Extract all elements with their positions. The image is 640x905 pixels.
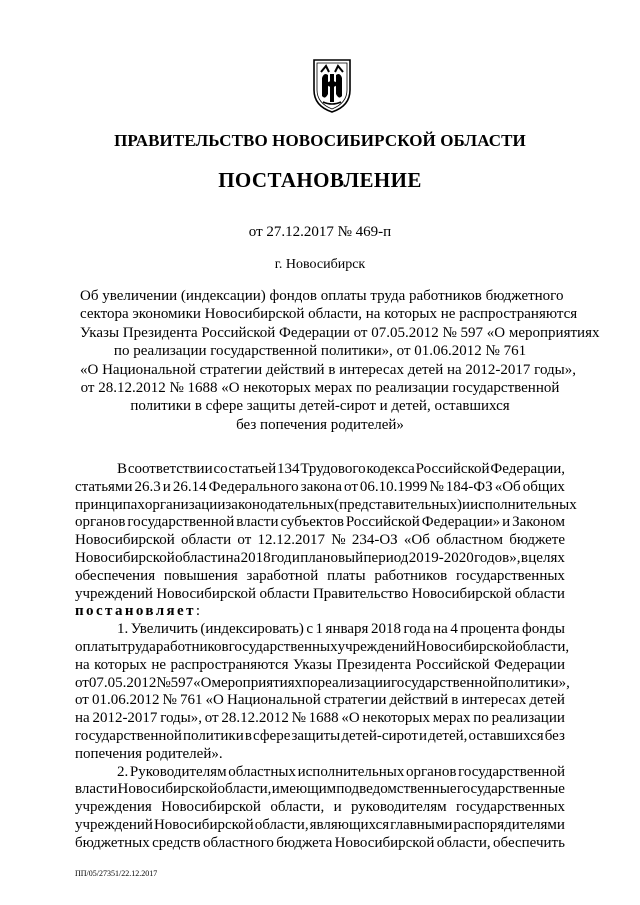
- body-line: обеспечения повышения заработной платы работников государственных: [75, 567, 565, 584]
- subject-line: политики в сфере защиты детей-сирот и детей, оставшихся: [130, 398, 510, 415]
- body-line: 2. Руководителям областных исполнительных органов государственной: [117, 763, 565, 780]
- subject-line: Об увеличении (индексации) фондов оплаты труда работников бюджетного: [80, 288, 564, 304]
- organization-name: ПРАВИТЕЛЬСТВО НОВОСИБИРСКОЙ ОБЛАСТИ: [114, 131, 526, 150]
- subject-line: от 28.12.2012 № 1688 «О некоторых мерах по реализации государственной: [80, 380, 560, 397]
- document-body: [75, 461, 577, 853]
- body-line: учреждения Новосибирской области, и руководителям государственных: [75, 799, 565, 816]
- body-line: на 2012-2017 годы», от 28.12.2012 № 1688 «О некоторых мерах по реализации: [75, 710, 565, 727]
- body-line: статьями 26.3 и 26.14 Федерального закона от 06.10.1999 № 184-ФЗ «Об общих: [75, 478, 565, 495]
- subject-line: по реализации государственной политики», от 01.06.2012 № 761: [113, 343, 527, 360]
- body-line: органов государственной власти субъектов Российской Федерации» и Законом: [75, 514, 565, 531]
- document-city: г. Новосибирск: [274, 257, 366, 272]
- body-line: на которых не распространяются Указы Президента Российской Федерации: [75, 656, 565, 673]
- body-line: учреждений Новосибирской области, являющихся главными распорядителями: [75, 816, 565, 833]
- body-line: бюджетных средств областного бюджета Новосибирской области, обеспечить: [75, 834, 565, 851]
- document-type-title: ПОСТАНОВЛЕНИЕ: [218, 168, 422, 192]
- subject-line: «О Национальной стратегии действий в интересах детей на 2012-2017 годы»,: [80, 361, 576, 378]
- body-line: от 01.06.2012 № 761 «О Национальной стратегии действий в интересах детей: [75, 692, 565, 709]
- body-line: принципах организации законодательных (представительных) и исполнительных: [75, 496, 577, 513]
- subject-line: без попечения родителей»: [236, 416, 404, 433]
- body-line: В соответствии со статьей 134 Трудового кодекса Российской Федерации,: [117, 461, 565, 477]
- body-line: власти Новосибирской области, имеющим подведомственные государственные: [75, 781, 565, 798]
- body-line: Новосибирской области от 12.12.2017 № 234-ОЗ «Об областном бюджете: [75, 532, 565, 549]
- body-line: учреждений Новосибирской области Правительство Новосибирской области: [75, 585, 565, 602]
- body-line: оплаты труда работников государственных учреждений Новосибирской области,: [75, 638, 570, 655]
- resolves-colon: :: [195, 603, 201, 620]
- subject-line: сектора экономики Новосибирской области, на которых не распространяются: [80, 306, 578, 323]
- subject-line: Указы Президента Российской Федерации от 07.05.2012 № 597 «О мероприятиях: [80, 324, 600, 341]
- body-line: от 07.05.2012 № 597 «О мероприятиях по реализации государственной политики»,: [75, 674, 570, 691]
- document-subject: [80, 287, 600, 434]
- document-date-number: от 27.12.2017 № 469-п: [248, 224, 392, 240]
- document-footer-code: ПП/05/27351/22.12.2017: [75, 869, 158, 878]
- body-line: 1. Увеличить (индексировать) с 1 января 2018 года на 4 процента фонды: [117, 621, 565, 638]
- body-line: Новосибирской области на 2018 год и плановый период 2019-2020 годов», в целях: [75, 549, 565, 566]
- resolves-word: постановляет: [75, 603, 196, 620]
- body-line: попечения родителей».: [75, 745, 223, 762]
- novosibirsk-coat-of-arms-icon: [311, 58, 353, 114]
- body-line: государственной политики в сфере защиты детей-сирот и детей, оставшихся без: [75, 727, 565, 744]
- resolves-line: [75, 603, 565, 621]
